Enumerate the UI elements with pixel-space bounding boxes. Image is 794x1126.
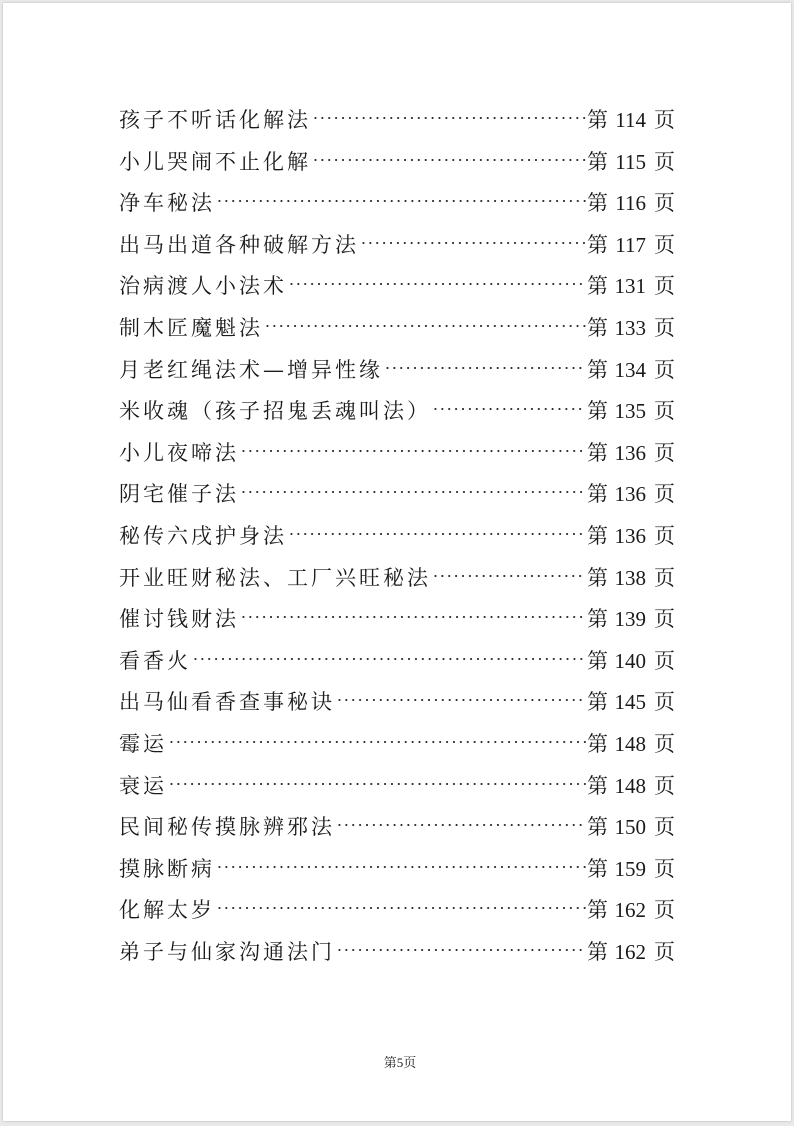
toc-entry-title: 霉运 [119,731,167,756]
toc-dot-leader [216,906,586,910]
toc-entry-title: 摸脉断病 [119,856,215,881]
toc-dot-leader [432,574,586,578]
toc-page-suffix: 页 [654,399,675,424]
toc-page-number: 138 [614,565,646,590]
toc-page-suffix: 页 [654,232,675,257]
toc-entry-page-ref [587,890,675,932]
toc-entry[interactable] [119,682,675,724]
toc-entry-page-ref [587,225,675,267]
page-number-footer: 第5页 [383,1055,417,1070]
toc-dot-leader [312,116,586,120]
toc-page-suffix: 页 [654,523,675,548]
toc-entry-title: 制木匠魔魁法 [119,315,263,340]
toc-entry[interactable] [119,350,675,392]
toc-entry[interactable] [119,516,675,558]
toc-dot-leader [216,865,586,869]
toc-entry[interactable] [119,724,675,766]
toc-page-prefix: 第 [587,607,608,632]
toc-entry[interactable] [119,266,675,308]
toc-dot-leader [312,158,586,162]
toc-dot-leader [336,823,586,827]
toc-dot-leader [240,449,586,453]
toc-dot-leader [360,241,586,245]
toc-entry-page-ref [587,391,675,433]
toc-page-number: 162 [614,939,646,964]
toc-page-number: 116 [615,191,646,216]
toc-entry-title: 治病渡人小法术 [119,274,287,299]
toc-dot-leader [336,698,586,702]
toc-page-number: 148 [614,773,646,798]
toc-entry-page-ref [587,724,675,766]
toc-entry[interactable] [119,932,675,974]
toc-dot-leader [432,407,586,411]
toc-entry-title: 米收魂（孩子招鬼丢魂叫法） [119,399,431,424]
toc-entry-title: 小儿哭闹不止化解 [119,149,311,174]
toc-entry[interactable] [119,308,675,350]
toc-page-suffix: 页 [654,856,675,881]
toc-entry-page-ref [587,682,675,724]
toc-page-suffix: 页 [654,607,675,632]
toc-entry-page-ref [587,766,675,808]
toc-entry-title: 秘传六戌护身法 [119,523,287,548]
toc-page-prefix: 第 [587,108,608,132]
toc-dot-leader [240,490,586,494]
toc-page-suffix: 页 [654,773,675,798]
toc-page-prefix: 第 [587,648,608,673]
toc-dot-leader [264,324,586,328]
document-page [3,3,791,1121]
table-of-contents [119,100,675,973]
toc-page-suffix: 页 [654,939,675,964]
toc-page-number: 133 [614,315,646,340]
toc-page-prefix: 第 [587,315,608,340]
toc-dot-leader [288,282,586,286]
toc-page-suffix: 页 [654,898,675,923]
toc-entry-title: 小儿夜啼法 [119,440,239,465]
toc-page-suffix: 页 [654,274,675,299]
toc-entry-title: 衰运 [119,773,167,798]
toc-entry-title: 净车秘法 [119,191,215,216]
toc-entry-title: 化解太岁 [119,898,215,923]
toc-page-number: 135 [614,399,646,424]
toc-entry-title: 弟子与仙家沟通法门 [119,939,335,964]
toc-page-number: 139 [614,607,646,632]
toc-entry-page-ref [587,350,675,392]
toc-page-prefix: 第 [587,149,608,174]
toc-page-prefix: 第 [587,440,608,465]
toc-entry-page-ref [587,433,675,475]
toc-entry-title: 催讨钱财法 [119,607,239,632]
toc-page-suffix: 页 [654,648,675,673]
toc-entry-page-ref [587,932,675,974]
toc-entry-page-ref [587,849,675,891]
toc-entry-page-ref [587,558,675,600]
toc-page-number: 136 [614,440,646,465]
toc-page-suffix: 页 [654,108,675,132]
toc-page-suffix: 页 [654,149,675,174]
toc-page-suffix: 页 [654,440,675,465]
toc-entry-title: 孩子不听话化解法 [119,108,311,132]
toc-page-prefix: 第 [587,232,608,257]
toc-entry[interactable] [119,890,675,932]
toc-page-prefix: 第 [587,399,608,424]
toc-entry[interactable] [119,766,675,808]
toc-entry[interactable] [119,599,675,641]
toc-page-prefix: 第 [587,856,608,881]
toc-entry-page-ref [587,474,675,516]
toc-page-suffix: 页 [654,482,675,507]
toc-entry-page-ref [587,308,675,350]
toc-page-prefix: 第 [587,731,608,756]
toc-page-suffix: 页 [654,191,675,216]
toc-page-prefix: 第 [587,898,608,923]
toc-entry[interactable] [119,849,675,891]
toc-dot-leader [192,657,586,661]
toc-entry-page-ref [587,183,675,225]
toc-entry-page-ref [587,807,675,849]
toc-page-prefix: 第 [587,773,608,798]
toc-page-prefix: 第 [587,565,608,590]
toc-entry-title: 民间秘传摸脉辨邪法 [119,815,335,840]
toc-entry-page-ref [587,142,675,184]
toc-entry-title: 开业旺财秘法、工厂兴旺秘法 [119,565,431,590]
toc-entry[interactable] [119,100,675,142]
toc-entry-page-ref [587,100,675,142]
toc-page-prefix: 第 [587,191,608,216]
toc-entry[interactable] [119,474,675,516]
toc-entry[interactable] [119,225,675,267]
toc-page-number: 148 [614,731,646,756]
toc-page-suffix: 页 [654,357,675,382]
toc-entry[interactable] [119,641,675,683]
toc-entry-page-ref [587,516,675,558]
toc-dot-leader [216,199,586,203]
toc-page-number: 145 [614,690,646,715]
toc-entry-page-ref [587,266,675,308]
toc-page-number: 136 [614,523,646,548]
toc-page-prefix: 第 [587,690,608,715]
toc-page-number: 159 [614,856,646,881]
toc-page-prefix: 第 [587,815,608,840]
toc-dot-leader [168,740,586,744]
toc-page-prefix: 第 [587,523,608,548]
toc-entry[interactable] [119,807,675,849]
toc-page-suffix: 页 [654,315,675,340]
toc-entry[interactable] [119,391,675,433]
toc-page-number: 114 [615,108,646,132]
toc-dot-leader [336,948,586,952]
toc-entry[interactable] [119,142,675,184]
toc-page-suffix: 页 [654,690,675,715]
toc-entry[interactable] [119,433,675,475]
toc-entry-title: 看香火 [119,648,191,673]
toc-page-prefix: 第 [587,274,608,299]
toc-page-prefix: 第 [587,357,608,382]
toc-page-number: 136 [614,482,646,507]
toc-entry-page-ref [587,641,675,683]
toc-page-number: 115 [615,149,646,174]
toc-page-number: 140 [614,648,646,673]
toc-entry-title: 月老红绳法术—增异性缘 [119,357,383,382]
toc-dot-leader [384,366,586,370]
toc-page-number: 134 [614,357,646,382]
toc-entry[interactable] [119,558,675,600]
toc-entry-title: 阴宅催子法 [119,482,239,507]
toc-entry-title: 出马仙看香查事秘诀 [119,690,335,715]
toc-entry[interactable] [119,183,675,225]
toc-page-prefix: 第 [587,939,608,964]
toc-page-number: 162 [614,898,646,923]
toc-dot-leader [240,615,586,619]
toc-page-suffix: 页 [654,815,675,840]
toc-page-number: 131 [614,274,646,299]
toc-dot-leader [168,782,586,786]
toc-dot-leader [288,532,586,536]
toc-page-prefix: 第 [587,482,608,507]
toc-page-number: 117 [615,232,646,257]
toc-entry-title: 出马出道各种破解方法 [119,232,359,257]
toc-page-number: 150 [614,815,646,840]
toc-page-suffix: 页 [654,565,675,590]
toc-page-suffix: 页 [654,731,675,756]
toc-entry-page-ref [587,599,675,641]
